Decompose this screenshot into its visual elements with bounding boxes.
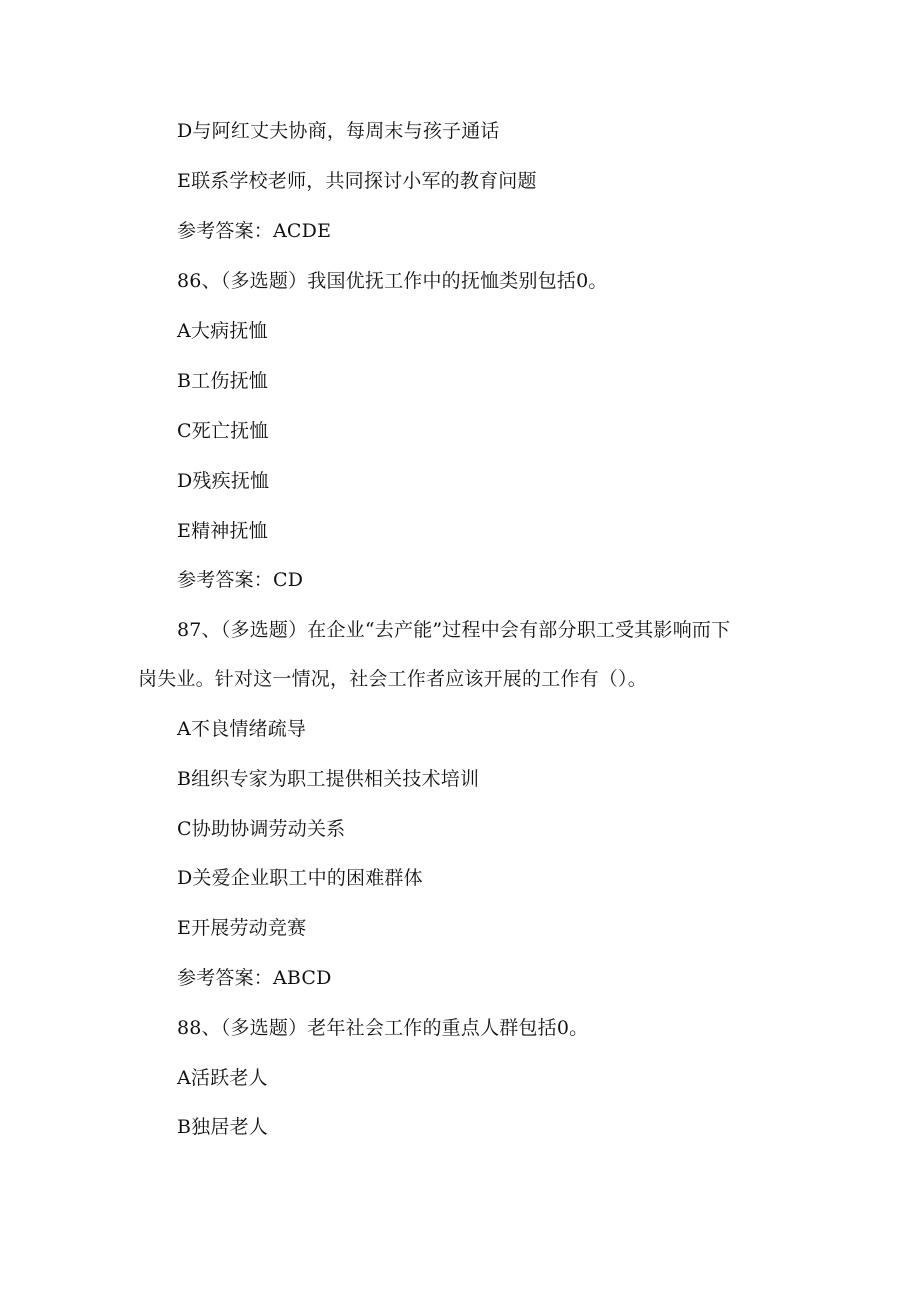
q86-option-d: D残疾抚恤 — [177, 470, 270, 492]
q87-option-c: C协助协调劳动关系 — [177, 818, 346, 840]
q88-option-a: A活跃老人 — [177, 1067, 268, 1089]
question-88: 88、（多选题）老年社会工作的重点人群包括0。 — [177, 1017, 589, 1039]
q87-option-d: D关爱企业职工中的困难群体 — [177, 867, 423, 889]
q86-option-a: A大病抚恤 — [177, 320, 268, 342]
q88-option-b: B独居老人 — [177, 1116, 268, 1138]
answer-86: 参考答案：CD — [177, 569, 304, 591]
q86-option-e: E精神抚恤 — [177, 520, 268, 542]
question-87-line-1: 87、（多选题）在企业“去产能”过程中会有部分职工受其影响而下 — [177, 619, 731, 641]
q86-option-b: B工伤抚恤 — [177, 370, 268, 392]
q87-option-a: A不良情绪疏导 — [177, 718, 307, 740]
answer-85: 参考答案：ACDE — [177, 220, 332, 242]
option-e-prev-question: E联系学校老师，共同探讨小军的教育问题 — [177, 170, 537, 192]
option-d-prev-question: D与阿红丈夫协商，每周末与孩子通话 — [177, 120, 500, 142]
q87-option-e: E开展劳动竞赛 — [177, 917, 307, 939]
q86-option-c: C死亡抚恤 — [177, 420, 269, 442]
question-87-line-2: 岗失业。针对这一情况，社会工作者应该开展的工作有（）。 — [138, 668, 647, 690]
q87-option-b: B组织专家为职工提供相关技术培训 — [177, 768, 480, 790]
question-86: 86、（多选题）我国优抚工作中的抚恤类别包括0。 — [177, 270, 608, 292]
answer-87: 参考答案：ABCD — [177, 967, 332, 989]
